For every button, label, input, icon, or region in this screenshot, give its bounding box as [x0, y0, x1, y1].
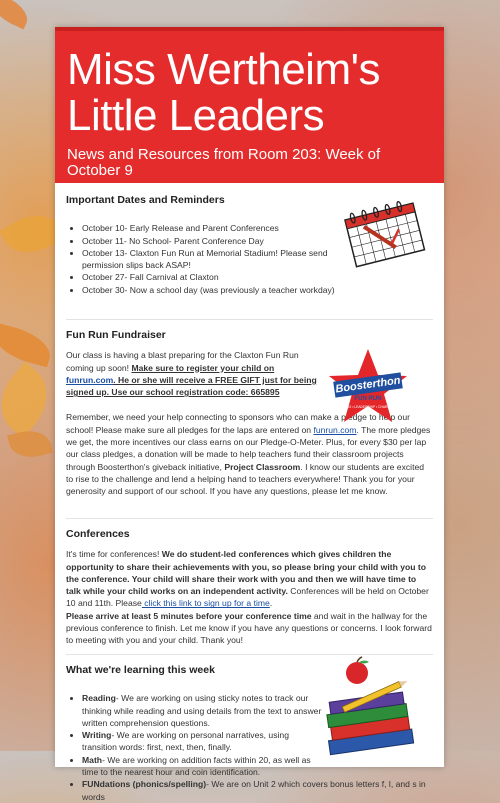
autumn-leaf [0, 362, 62, 439]
funrun-section [66, 320, 433, 519]
boosterthon-logo [325, 347, 411, 425]
newsletter-title: Miss Wertheim's Little Leaders [67, 45, 381, 140]
conferences-section [66, 519, 433, 655]
learning-list [66, 692, 322, 778]
list-item: • FUNdations (phonics/spelling)- We are on Unit 2 which covers bonus letters f, l, and s in words [82, 778, 433, 803]
learning-section [66, 655, 433, 803]
newsletter-subtitle: News and Resources from Room 203: Week of October 9 [67, 146, 381, 179]
books-apple-icon [319, 657, 419, 755]
autumn-leaf [0, 323, 55, 368]
list-item: • October 10- Early Release and Parent Conferences [82, 222, 342, 234]
list-item: • Writing- We are working on personal narratives, using transition words: first, next, then, finally. [82, 729, 322, 754]
list-item: • October 27- Fall Carnival at Claxton [82, 271, 342, 283]
dates-list [66, 222, 342, 296]
dates-heading: Important Dates and Reminders [66, 194, 225, 206]
signup-link[interactable]: click this link to sign up for a time [141, 598, 270, 609]
calendar-icon [335, 199, 433, 265]
funrun-link[interactable]: funrun.com [66, 374, 114, 385]
dates-section [66, 183, 433, 320]
learning-list-cont [66, 778, 433, 803]
logo-subtitle: FUN RUN [354, 396, 382, 402]
funrun-link-2[interactable]: funrun.com [313, 424, 357, 435]
funrun-paragraph-1: Our class is having a blast preparing for the Claxton Fun Run coming up soon! Make sure to register your child on funrun.com. He or she will receive a FREE GIFT just for being signed up. Use our school registration code: 665895 [66, 350, 317, 398]
conferences-paragraph-2: Please arrive at least 5 minutes before your conference time and wait in the hallway for the previous conference to finish. Let me know if you have any questions or concerns. I look forward to meeting with you and your child. Thank you! [66, 610, 432, 646]
newsletter-header [55, 27, 444, 183]
autumn-leaf [0, 0, 33, 29]
conferences-paragraph: It's time for conferences! We do student-led conferences which gives children the opportunity to share their achievements with you, so please bring your child with you to the conference. Your child will share their work with you and then we will have time to talk while your child works on an independent activity. Conferences will be held on October 10 and 11th. Please click this link to sign up for a time. [66, 549, 429, 609]
logo-tagline: FITNESS • LEADERSHIP • CHARACTER [337, 405, 399, 409]
list-item: • October 30- Now a school day (was previously a teacher workday) [82, 284, 342, 296]
newsletter-card [55, 27, 444, 802]
list-item: • October 13- Claxton Fun Run at Memorial Stadium! Please send permission slips back ASAP! [82, 247, 342, 272]
newsletter-content [55, 183, 444, 803]
logo-wordmark: Boosterthon [334, 374, 402, 396]
list-item: • Math- We are working on addition facts within 20, as well as time to the nearest hour and coin identification. [82, 754, 322, 779]
conferences-heading: Conferences [66, 528, 130, 540]
funrun-heading: Fun Run Fundraiser [66, 329, 166, 341]
list-item: • Reading- We are working on using sticky notes to track our thinking while reading and using details from the text to answer written comprehension questions. [82, 692, 322, 729]
funrun-paragraph-2: Remember, we need your help connecting to sponsors who can make a pledge to help our school! Please make sure all pledges for the laps are entered on funrun.com. The more pledges we get, the more incentives our class earns on our Pledge-O-Meter. Plus, for every $30 per lap our class pledges, a donation will be made to help teachers fund their classroom projects through Boosterthon's giveback initiative, Project Classroom. I know our students are excited to rise to the challenge and lend a helping hand to teachers everywhere! Thank you for your generosity and support of our school. If you have any questions, please let me know. [66, 412, 431, 497]
list-item: • October 11- No School- Parent Conference Day [82, 235, 342, 247]
learning-heading: What we're learning this week [66, 664, 215, 676]
